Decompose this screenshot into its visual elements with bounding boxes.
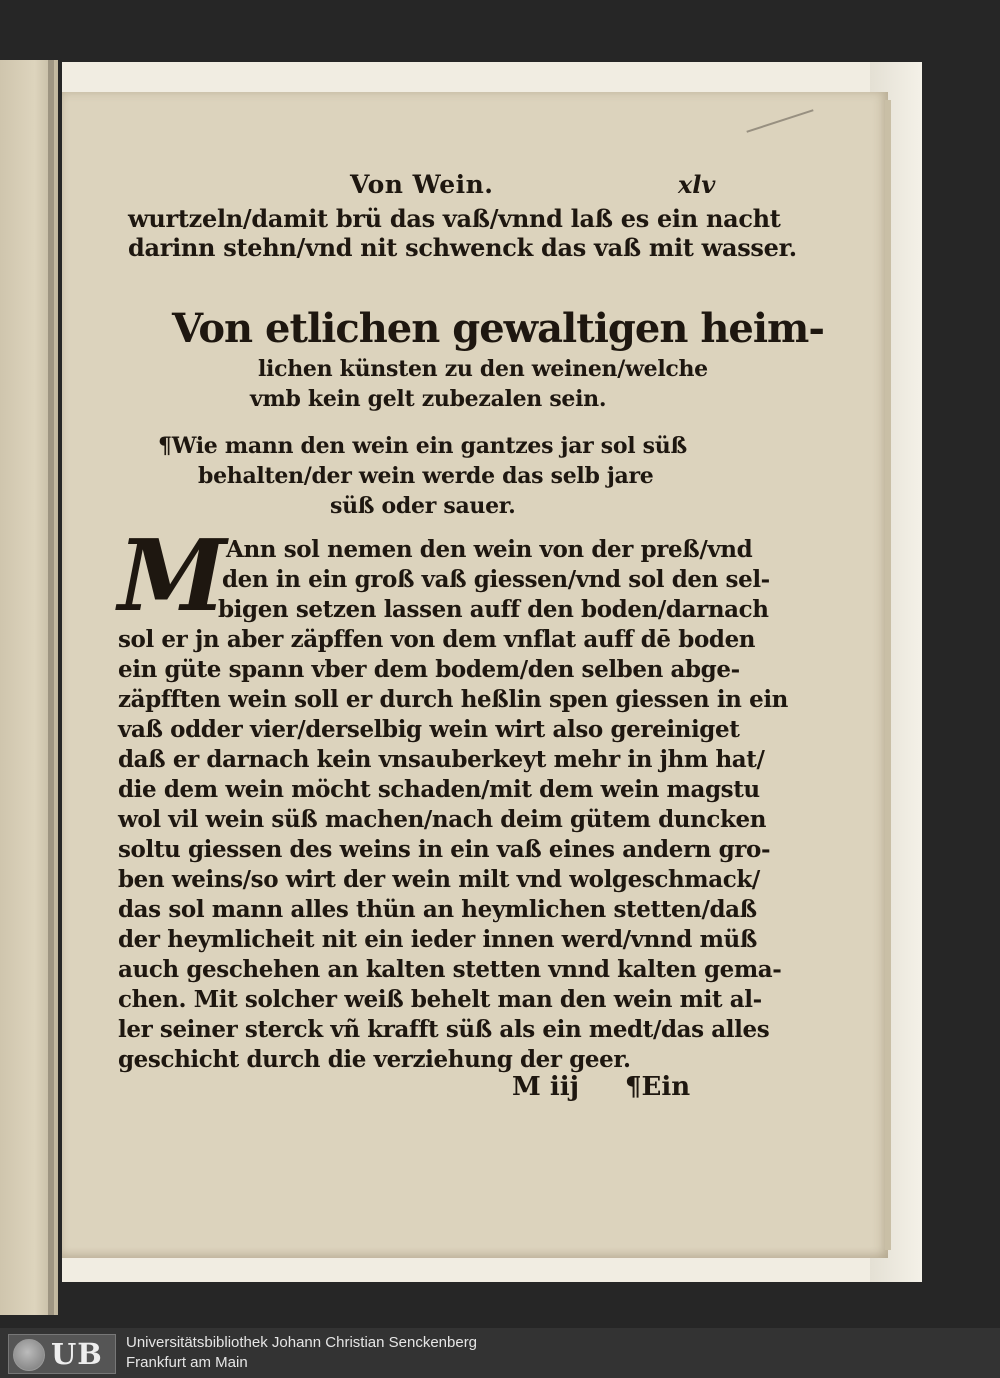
section-heading-line: lichen künsten zu den weinen/welche [258,356,708,382]
signature-mark: M iij [512,1072,579,1102]
section-heading-line: vmb kein gelt zubezalen sein. [250,386,607,412]
body-line: soltu giessen des weins in ein vaß eines andern gro- [118,836,771,863]
body-line: wol vil wein süß machen/nach deim gütem duncken [118,806,767,833]
body-line: chen. Mit solcher weiß behelt man den wein mit al- [118,986,762,1013]
intro-line: darinn stehn/vnd nit schwenck das vaß mit wasser. [128,233,797,262]
library-logo[interactable] [8,1334,116,1374]
seal-icon [13,1339,45,1371]
body-line: Ann sol nemen den wein von der preß/vnd [226,536,753,563]
body-line: sol er jn aber zäpffen von dem vnflat auff dē boden [118,626,756,653]
footer-bar [0,1328,1000,1378]
subheading-line [158,433,687,459]
subheading-line: behalten/der wein werde das selb jare [198,463,654,489]
folio-number: xlv [678,170,716,199]
section-heading: Von etlichen gewaltigen heim- [172,305,824,352]
body-line: ben weins/so wirt der wein milt vnd wolgeschmack/ [118,866,760,893]
body-line: das sol mann alles thün an heymlichen stetten/daß [118,896,757,923]
body-line: ein güte spann vber dem bodem/den selben abge- [118,656,740,683]
drop-capital: M [118,519,227,634]
facing-page-edge [0,60,58,1315]
subheading-line: süß oder sauer. [330,493,516,519]
running-title: Von Wein. [350,170,494,199]
body-line: bigen setzen lassen auff den boden/darnach [218,596,769,623]
subheading-text: Wie mann den wein ein gantzes jar sol süß [171,433,687,459]
catchword [625,1072,690,1102]
pilcrow-mark: ¶ [158,433,172,459]
institution-name: Universitätsbibliothek Johann Christian Senckenberg [126,1334,478,1351]
body-line: geschicht durch die verziehung der geer. [118,1046,631,1073]
body-line: auch geschehen an kalten stetten vnnd kalten gema- [118,956,782,983]
body-line: zäpfften wein soll er durch heßlin spen giessen in ein [118,686,789,713]
pilcrow-mark: ¶ [625,1072,642,1102]
gutter-shadow [48,60,54,1315]
body-line: ler seiner sterck vñ krafft süß als ein medt/das alles [118,1016,770,1043]
body-line: den in ein groß vaß giessen/vnd sol den sel- [222,566,770,593]
page-edge [885,100,891,1250]
logo-text: UB [51,1337,103,1371]
body-line: die dem wein möcht schaden/mit dem wein magstu [118,776,760,803]
catchword-text: Ein [641,1072,691,1102]
intro-line: wurtzeln/damit brü das vaß/vnnd laß es ein nacht [128,204,781,233]
body-line: der heymlicheit nit ein ieder innen werd/vnnd müß [118,926,757,953]
institution-city: Frankfurt am Main [126,1354,248,1371]
body-line: vaß odder vier/derselbig wein wirt also gereiniget [118,716,740,743]
body-line: daß er darnach kein vnsauberkeyt mehr in jhm hat/ [118,746,765,773]
